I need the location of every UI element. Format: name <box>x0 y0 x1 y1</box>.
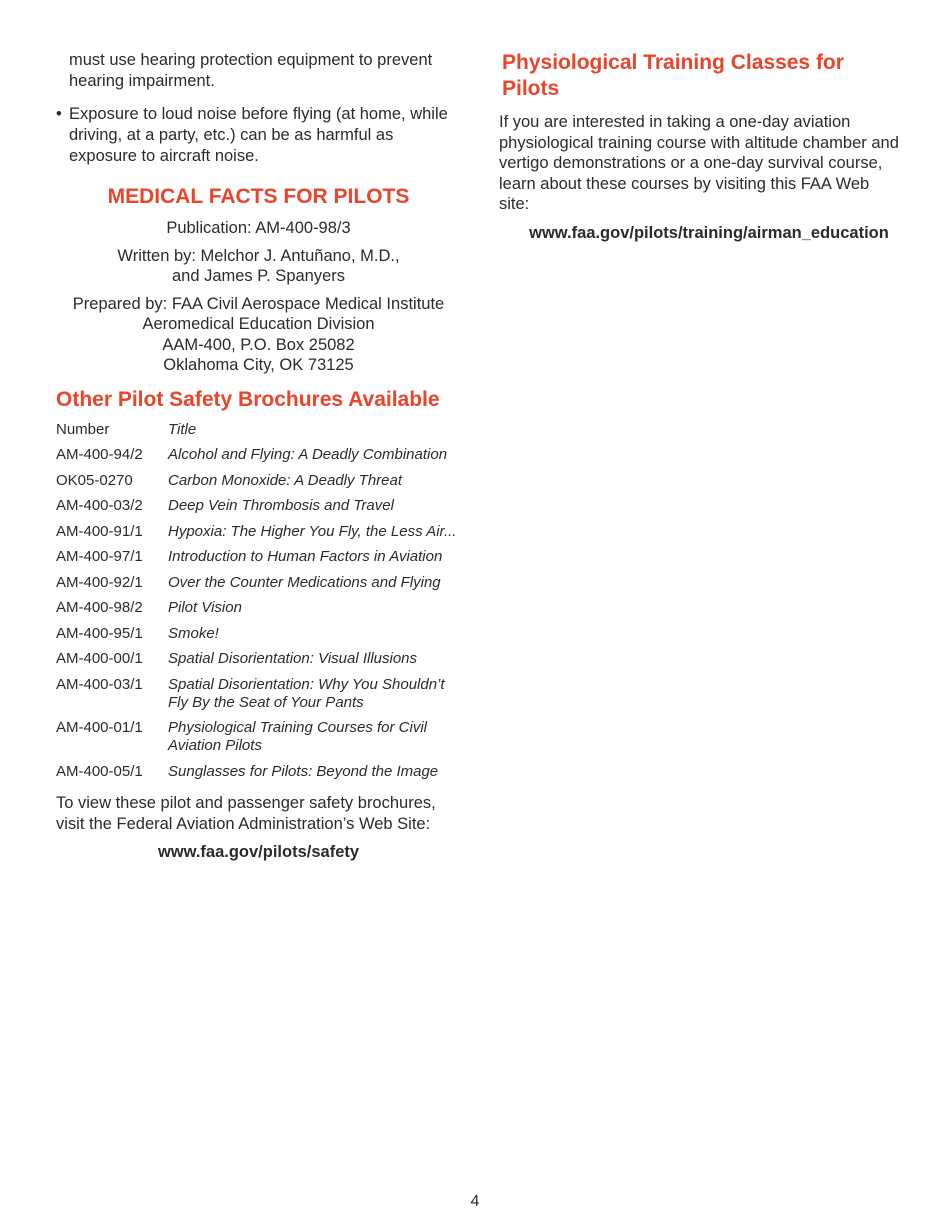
brochure-number: AM-400-97/1 <box>56 548 143 565</box>
brochure-number: AM-400-00/1 <box>56 650 143 667</box>
prepared-by-line: Oklahoma City, OK 73125 <box>163 356 354 374</box>
brochure-title: Carbon Monoxide: A Deadly Threat <box>168 471 403 489</box>
noise-bullet-text: Exposure to loud noise before flying (at home, while driving, at a party, etc.) can be as harmful as exposure to aircraft noise. <box>69 105 448 165</box>
authors <box>56 246 461 287</box>
table-row <box>56 523 461 549</box>
table-row <box>56 446 461 472</box>
safety-url-link[interactable]: www.faa.gov/pilots/safety <box>157 843 360 861</box>
brochure-number: AM-400-95/1 <box>56 624 143 642</box>
column-header-number: Number <box>56 420 110 438</box>
brochure-title: Sunglasses for Pilots: Beyond the Image <box>168 762 439 780</box>
table-row <box>56 472 461 498</box>
left-column <box>56 50 461 862</box>
brochure-number: AM-400-92/1 <box>56 573 143 591</box>
table-row <box>56 497 461 523</box>
brochures-heading: Other Pilot Safety Brochures Available <box>56 387 440 411</box>
prepared-by-line: Prepared by: FAA Civil Aerospace Medical Institute <box>72 294 445 313</box>
hearing-continuation: must use hearing protection equipment to prevent hearing impairment. <box>69 51 433 90</box>
brochure-number: AM-400-91/1 <box>56 522 143 540</box>
brochure-title: Physiological Training Courses for Civil Aviation Pilots <box>168 719 427 754</box>
brochure-title: Alcohol and Flying: A Deadly Combination <box>168 446 448 463</box>
brochures-footer-text: To view these pilot and passenger safety brochures, visit the Federal Aviation Administration’s Web Site: <box>56 794 436 833</box>
noise-bullet <box>56 104 461 167</box>
table-header-row <box>56 421 461 447</box>
brochure-title: Deep Vein Thrombosis and Travel <box>168 497 394 514</box>
brochure-title: Pilot Vision <box>168 599 242 616</box>
table-row <box>56 574 461 600</box>
bullet-dot: • <box>56 105 62 123</box>
authors-line: and James P. Spanyers <box>171 267 346 285</box>
brochure-title: Hypoxia: The Higher You Fly, the Less Air... <box>168 522 457 540</box>
brochure-number: AM-400-05/1 <box>56 762 143 780</box>
medical-facts-title: MEDICAL FACTS FOR PILOTS <box>107 185 410 208</box>
brochure-title: Introduction to Human Factors in Aviation <box>168 548 443 565</box>
training-body: If you are interested in taking a one-day aviation physiological training course with altitude chamber and vertigo demonstrations or a one-day survival course, learn about these courses by visiting this FAA Web site: <box>499 113 899 213</box>
authors-line: Written by: Melchor J. Antuñano, M.D., <box>117 246 400 265</box>
column-header-title: Title <box>168 420 197 438</box>
brochure-number: AM-400-01/1 <box>56 719 143 736</box>
prepared-by-line: AAM-400, P.O. Box 25082 <box>162 335 355 354</box>
table-row <box>56 625 461 651</box>
prepared-by-line: Aeromedical Education Division <box>142 315 375 333</box>
brochure-title: Over the Counter Medications and Flying <box>168 573 441 591</box>
brochure-title: Smoke! <box>168 624 219 642</box>
brochure-number: AM-400-03/2 <box>56 497 143 514</box>
brochure-number: AM-400-03/1 <box>56 675 143 693</box>
prepared-by <box>56 294 461 376</box>
table-row <box>56 763 461 789</box>
publication-number: Publication: AM-400-98/3 <box>166 219 351 237</box>
brochure-title: Spatial Disorientation: Visual Illusions <box>168 650 418 667</box>
right-column <box>499 50 899 243</box>
brochure-number: AM-400-94/2 <box>56 446 143 463</box>
table-row <box>56 599 461 625</box>
training-heading: Physiological Training Classes for Pilots <box>502 51 844 100</box>
training-url-link[interactable]: www.faa.gov/pilots/training/airman_education <box>529 223 889 242</box>
table-row <box>56 650 461 676</box>
table-row <box>56 548 461 574</box>
brochure-number: AM-400-98/2 <box>56 599 143 616</box>
table-row <box>56 676 461 720</box>
table-row <box>56 719 461 763</box>
page-number: 4 <box>470 1193 480 1210</box>
brochures-table <box>56 421 461 789</box>
brochure-title: Spatial Disorientation: Why You Shouldn’t Fly By the Seat of Your Pants <box>168 675 445 711</box>
brochure-number: OK05-0270 <box>56 471 133 489</box>
